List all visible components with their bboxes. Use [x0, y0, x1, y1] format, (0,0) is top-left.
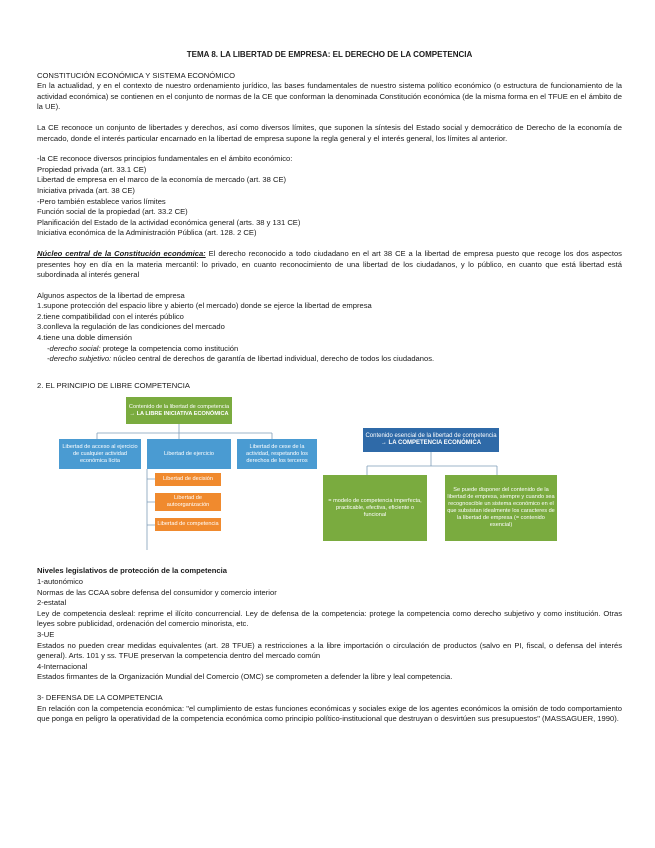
niveles-line: 3-UE: [37, 630, 55, 639]
dimension-social: -derecho social: protege la competencia como institución: [47, 343, 239, 353]
document-page: [37, 50, 622, 725]
orange-box-decision: Libertad de decisión: [155, 473, 221, 486]
document-title: TEMA 8. LA LIBERTAD DE EMPRESA: EL DERECHO DE LA COMPETENCIA: [186, 50, 473, 59]
niveles-line: Normas de las CCAA sobre defensa del consumidor y comercio interior: [37, 587, 277, 597]
aspects-heading: Algunos aspectos de la libertad de empresa: [37, 290, 185, 300]
blue-box-acceso: Libertad de acceso al ejercicio de cualquier actividad económica lícita: [59, 439, 141, 469]
competencia-diagram: [37, 395, 622, 560]
section1-paragraph-1: En la actualidad, y en el contexto de nuestro ordenamiento jurídico, las bases fundamentales de nuestro sistema político económico (o estructura de funcionamiento de la actividad económica) se contienen en el conjunto de normas de la CE que conforman la denominada Constitución económica (de la misma forma en el TFUE en el ámbito de la UE).: [37, 81, 622, 112]
principles-line: Iniciativa económica de la Administración Pública (art. 128. 2 CE): [37, 228, 257, 238]
right-right-box: Se puede disponer del contenido de la libertad de empresa, siempre y cuando sea recognoscible un sistema económico en el que subsistan idealmente los caracteres de la libertad de empresa (= contenido esencial): [445, 475, 557, 541]
orange-box-competencia: Libertad de competencia: [155, 518, 221, 531]
section1-paragraph-2: La CE reconoce un conjunto de libertades y derechos, así como diversos límites, que suponen la síntesis del Estado social y democrático de Derecho de la economía de mercado, donde el interés particular encarnado en la libertad de empresa supone la regla general y el interés general, los límites al anterior.: [37, 122, 622, 143]
right-top-box: Contenido esencial de la libertad de competencia → LA COMPETENCIA ECONÓMICA: [363, 428, 499, 452]
principles-line: -la CE reconoce diversos principios fundamentales en el ámbito económico:: [37, 154, 293, 164]
niveles-line: Estados no pueden crear medidas equivalentes (art. 28 TFUE) a restricciones a la libre importación o circulación de productos (salvo en PI, fiscal, o defensa del interés general). Arts. 101 y ss. TFUE preservan la competencia dentro del mercado común: [37, 640, 622, 661]
nucleo-text: El derecho reconocido a todo ciudadano en el art 38 CE a la libertad de empresa puesto que recoge los dos aspectos presentes hoy en día en la materia mercantil: lo privado, en cuanto reconocimiento de una libertad de los ciudadanos, y lo público, en cuanto que está libertad está subordinada al interés general: [37, 248, 622, 280]
aspects-item: 1.supone protección del espacio libre y abierto (el mercado) donde se ejerce la libertad de empresa: [37, 301, 372, 311]
aspects-item: 2.tiene compatibilidad con el interés público: [37, 311, 184, 321]
section1-heading: CONSTITUCIÓN ECONÓMICA Y SISTEMA ECONÓMICO: [37, 70, 236, 80]
niveles-line: 4-Internacional: [37, 661, 88, 671]
principles-line: Función social de la propiedad (art. 33.2 CE): [37, 207, 188, 217]
aspects-item: 3.conlleva la regulación de las condiciones del mercado: [37, 322, 225, 332]
left-top-box: Contenido de la libertad de competencia → LA LIBRE INICIATIVA ECONÓMICA: [126, 397, 232, 424]
blue-box-ejercicio: Libertad de ejercicio: [147, 439, 231, 469]
right-left-box: = modelo de competencia imperfecta, practicable, efectiva, eficiente o funcional: [323, 475, 427, 541]
section3-heading: 3- DEFENSA DE LA COMPETENCIA: [37, 692, 163, 702]
orange-box-autoorganizacion: Libertad de autoorganización: [155, 493, 221, 511]
dimension-subjetivo: -derecho subjetivo: núcleo central de derechos de garantía de libertad individual, derecho de todos los ciudadanos.: [47, 354, 435, 364]
section3-text: En relación con la competencia económica: "el cumplimiento de estas funciones económicas y sociales exige de los agentes económicos la omisión de todo comportamiento que ponga en peligro la operatividad de la competencia económica como principio político-institucional que destruyan o desvirtúen sus presupuestos" (MASSAGUER, 1990).: [37, 703, 622, 724]
niveles-heading: Niveles legislativos de protección de la competencia: [37, 566, 227, 576]
blue-box-cese: Libertad de cese de la actividad, respetando los derechos de los terceros: [237, 439, 317, 469]
principles-line: -Pero también establece varios límites: [37, 196, 166, 206]
principles-line: Propiedad privada (art. 33.1 CE): [37, 164, 147, 174]
principles-line: Iniciativa privada (art. 38 CE): [37, 185, 135, 195]
section2-heading: 2. EL PRINCIPIO DE LIBRE COMPETENCIA: [37, 380, 190, 390]
niveles-line: 1-autonómico: [37, 577, 84, 587]
aspects-item: 4.tiene una doble dimensión: [37, 333, 132, 343]
niveles-line: Ley de competencia desleal: reprime el ilícito concurrencial. Ley de defensa de la competencia: protege la competencia como derecho subjetivo y como institución. Otras leyes sobre publicidad, ordenación del comercio minorista, etc.: [37, 608, 622, 629]
nucleo-paragraph: [37, 249, 622, 281]
principles-line: Libertad de empresa en el marco de la economía de mercado (art. 38 CE): [37, 175, 287, 185]
niveles-line: 2-estatal: [37, 598, 67, 608]
principles-line: Planificación del Estado de la actividad económica general (arts. 38 y 131 CE): [37, 217, 301, 227]
niveles-line: Estados firmantes de la Organización Mundial del Comercio (OMC) se comprometen a defender la libre y leal competencia.: [37, 672, 453, 682]
nucleo-label: Núcleo central de la Constitución económica:: [37, 248, 206, 258]
